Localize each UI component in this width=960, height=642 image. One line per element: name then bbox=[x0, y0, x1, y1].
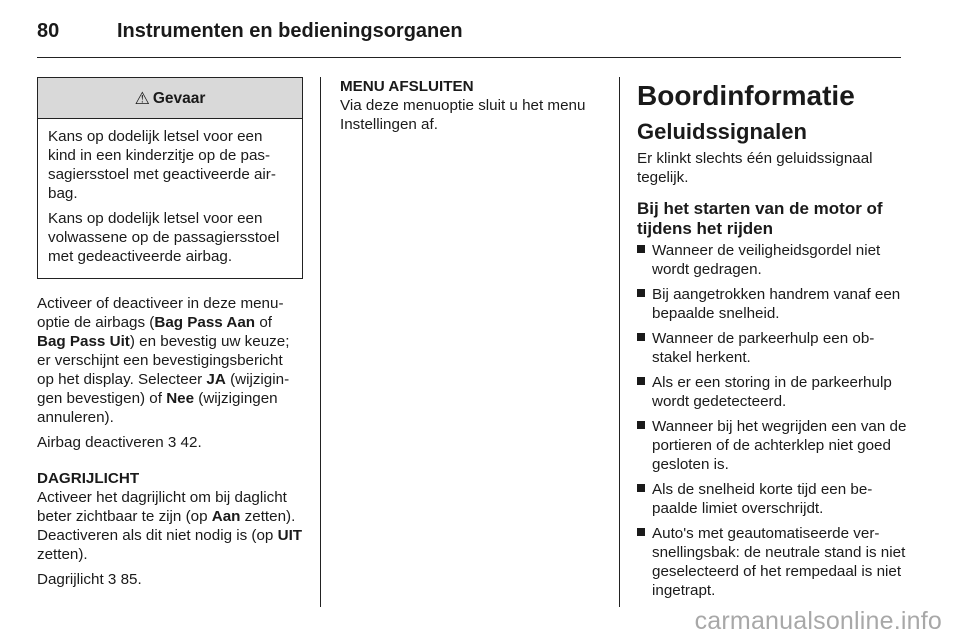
list-item bbox=[637, 241, 907, 279]
reference-arrow-icon: 3 bbox=[107, 571, 117, 588]
page-title: Instrumenten en bedieningsorganen bbox=[117, 20, 463, 42]
list-item-text: Wanneer bij het wegrijden een van de portieren of de achterklep niet goed gesloten is. bbox=[652, 418, 907, 473]
list-item-text: Wanneer de veiligheidsgordel niet wordt gedragen. bbox=[652, 242, 881, 278]
reference-page: 42. bbox=[176, 434, 202, 451]
reference-text: Airbag deactiveren bbox=[37, 434, 164, 451]
warning-title: Gevaar bbox=[152, 89, 206, 107]
square-bullet-icon bbox=[637, 528, 645, 536]
intro-text: Er klinkt slechts één geluidssignaal tegelijk. bbox=[637, 150, 873, 186]
reference-arrow-icon: 3 bbox=[167, 434, 177, 451]
option-nee: Nee bbox=[166, 390, 195, 407]
list-item bbox=[637, 524, 907, 600]
column-divider-2 bbox=[619, 77, 620, 607]
option-bag-pass-uit: Bag Pass Uit bbox=[37, 333, 130, 350]
menu-afsluiten-text: Via deze menuoptie sluit u het menu Instellingen af. bbox=[340, 97, 586, 133]
list-item-text: Bij aangetrokken handrem vanaf een bepaalde snelheid. bbox=[652, 286, 901, 322]
menu-afsluiten-heading: MENU AFSLUITEN bbox=[340, 78, 474, 95]
column-divider-1 bbox=[320, 77, 321, 607]
warning-text-2: Kans op dodelijk letsel voor een volwassene op de passagiersstoel met gedeactiveerde airbag. bbox=[48, 210, 280, 265]
text-run: ) en bevestig uw keuze; er verschijnt een bevestigingsbericht op het display. Selecteer bbox=[37, 333, 290, 388]
text-run: Activeer of deactiveer in deze menu-optie de airbags ( bbox=[37, 295, 284, 331]
warning-triangle-icon: ⚠ bbox=[134, 88, 150, 108]
text-run: (wijzigingen annuleren). bbox=[37, 390, 278, 426]
list-item-text: Als er een storing in de parkeerhulp wordt gedetecteerd. bbox=[652, 374, 892, 410]
reference-text: Dagrijlicht bbox=[37, 571, 104, 588]
square-bullet-icon bbox=[637, 245, 645, 253]
column-left bbox=[37, 77, 303, 589]
list-item-text: Wanneer de parkeerhulp een ob-stakel herkent. bbox=[652, 330, 875, 366]
header-divider bbox=[37, 57, 901, 58]
warning-box bbox=[37, 77, 303, 279]
signal-list bbox=[637, 241, 907, 600]
list-item-text: Auto's met geautomatiseerde ver-snellingsbak: de neutrale stand is niet geselecteerd of het rempedaal is niet ingetrapt. bbox=[652, 525, 906, 599]
subsection-heading: Geluidssignalen bbox=[637, 119, 807, 144]
square-bullet-icon bbox=[637, 333, 645, 341]
list-item-text: Als de snelheid korte tijd een be-paalde limiet overschrijdt. bbox=[652, 481, 873, 517]
dagrijlicht-text bbox=[37, 488, 303, 564]
dagrijlicht-heading: DAGRIJLICHT bbox=[37, 470, 140, 487]
square-bullet-icon bbox=[637, 377, 645, 385]
text-run: Activeer het dagrijlicht om bij daglicht beter zichtbaar te zijn (op bbox=[37, 489, 287, 525]
option-bag-pass-aan: Bag Pass Aan bbox=[154, 314, 256, 331]
list-item bbox=[637, 285, 907, 323]
section-heading: Boordinformatie bbox=[637, 80, 855, 111]
list-item bbox=[637, 329, 907, 367]
option-ja: JA bbox=[206, 371, 226, 388]
airbag-cross-reference bbox=[37, 433, 303, 452]
list-item bbox=[637, 480, 907, 518]
warning-header bbox=[38, 78, 302, 119]
square-bullet-icon bbox=[637, 289, 645, 297]
square-bullet-icon bbox=[637, 484, 645, 492]
dagrijlicht-cross-reference bbox=[37, 570, 303, 589]
list-item bbox=[637, 417, 907, 474]
column-right bbox=[637, 77, 907, 606]
condition-heading: Bij het starten van de motor of tijdens het rijden bbox=[637, 199, 883, 238]
option-uit: UIT bbox=[277, 527, 303, 544]
text-run: (wijzigin-gen bevestigen) of bbox=[37, 371, 290, 407]
text-run: zetten). bbox=[37, 546, 88, 563]
text-run: zetten). Deactiveren als dit niet nodig is (op bbox=[37, 508, 296, 544]
watermark: carmanualsonline.info bbox=[694, 607, 942, 635]
airbag-instructions bbox=[37, 294, 303, 427]
text-run: of bbox=[255, 314, 272, 331]
warning-text-1: Kans op dodelijk letsel voor een kind in een kinderzitje op de pas-sagiersstoel met geactiveerde air-bag. bbox=[48, 128, 276, 202]
warning-body bbox=[38, 119, 302, 278]
column-middle bbox=[340, 77, 602, 134]
square-bullet-icon bbox=[637, 421, 645, 429]
list-item bbox=[637, 373, 907, 411]
option-aan: Aan bbox=[211, 508, 241, 525]
reference-page: 85. bbox=[116, 571, 142, 588]
page-number: 80 bbox=[37, 20, 60, 42]
